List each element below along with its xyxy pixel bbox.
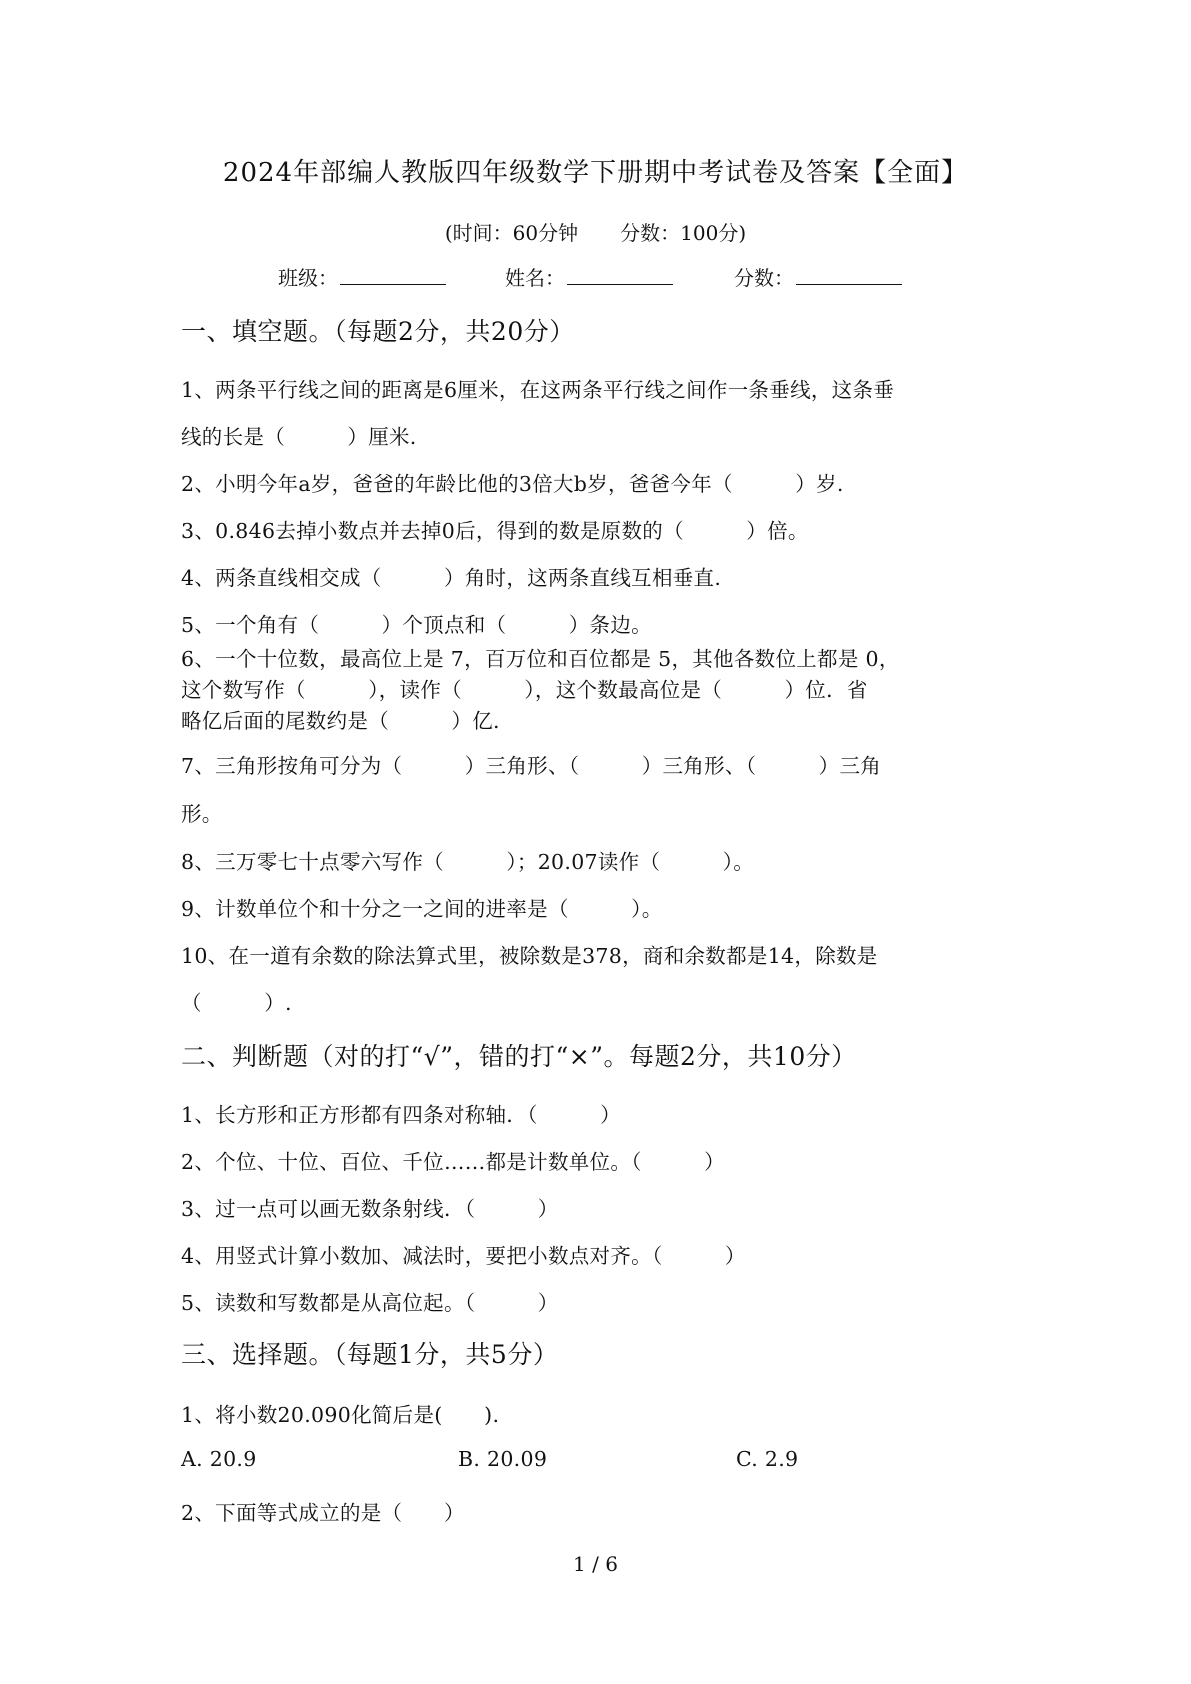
question-2-5: 5、读数和写数都是从高位起。（ ） [181, 1291, 559, 1315]
section-heading-multiple-choice: 三、选择题。（每题1分，共5分） [181, 1340, 559, 1369]
section-heading-true-false: 二、判断题（对的打“√”，错的打“×”。每题2分，共10分） [181, 1042, 857, 1071]
exam-time: (时间：60分钟 [444, 221, 579, 245]
question-1-10-line2: （ ）. [181, 991, 292, 1015]
question-1-2: 2、小明今年a岁，爸爸的年龄比他的3倍大b岁，爸爸今年（ ）岁. [181, 472, 844, 496]
question-1-6-line3: 略亿后面的尾数约是（ ）亿. [181, 709, 500, 733]
question-2-2: 2、个位、十位、百位、千位……都是计数单位。（ ） [181, 1150, 725, 1174]
question-1-6 [181, 644, 900, 737]
score-field [734, 262, 902, 291]
question-2-4: 4、用竖式计算小数加、减法时，要把小数点对齐。（ ） [181, 1244, 746, 1268]
question-1-1-line2: 线的长是（ ）厘米. [181, 425, 417, 449]
exam-total-score: 分数：100分) [620, 221, 747, 245]
question-1-6-line2: 这个数写作（ ），读作（ ），这个数最高位是（ ）位．省 [181, 678, 868, 702]
class-blank-line [340, 266, 446, 285]
question-1-7-line2: 形。 [181, 802, 223, 826]
option-a: A. 20.9 [181, 1447, 257, 1471]
exam-meta [0, 217, 1191, 246]
score-blank-line [796, 266, 902, 285]
option-c: C. 2.9 [736, 1447, 799, 1471]
question-1-7-line1: 7、三角形按角可分为（ ）三角形、（ ）三角形、（ ）三角 [181, 754, 882, 778]
question-1-3: 3、0.846去掉小数点并去掉0后，得到的数是原数的（ ）倍。 [181, 519, 809, 543]
question-1-1-line1: 1、两条平行线之间的距离是6厘米，在这两条平行线之间作一条垂线，这条垂 [181, 378, 895, 402]
question-1-9: 9、计数单位个和十分之一之间的进率是（ ）。 [181, 897, 663, 921]
question-2-3: 3、过一点可以画无数条射线．（ ） [181, 1197, 559, 1221]
section-heading-fill-blank: 一、填空题。（每题2分，共20分） [181, 317, 575, 346]
question-1-5: 5、一个角有（ ）个顶点和（ ）条边。 [181, 613, 652, 637]
name-blank-line [567, 266, 673, 285]
question-1-10-line1: 10、在一道有余数的除法算式里，被除数是378，商和余数都是14，除数是 [181, 944, 878, 968]
question-3-1: 1、将小数20.090化简后是( ). [181, 1403, 500, 1427]
class-field [278, 262, 446, 291]
question-1-6-line1: 6、一个十位数，最高位上是 7，百万位和百位都是 5，其他各数位上都是 0， [181, 647, 900, 671]
name-label: 姓名： [505, 266, 565, 290]
question-2-1: 1、长方形和正方形都有四条对称轴．（ ） [181, 1103, 621, 1127]
page-number: 1 / 6 [573, 1552, 618, 1576]
score-label: 分数： [734, 266, 794, 290]
class-label: 班级： [278, 266, 338, 290]
page-title: 2024年部编人教版四年级数学下册期中考试卷及答案【全面】 [222, 158, 969, 188]
question-1-8: 8、三万零七十点零六写作（ ）；20.07读作（ ）。 [181, 850, 755, 874]
question-1-4: 4、两条直线相交成（ ）角时，这两条直线互相垂直. [181, 566, 722, 590]
question-3-2: 2、下面等式成立的是（ ） [181, 1501, 465, 1525]
name-field [505, 262, 673, 291]
option-b: B. 20.09 [458, 1447, 548, 1471]
